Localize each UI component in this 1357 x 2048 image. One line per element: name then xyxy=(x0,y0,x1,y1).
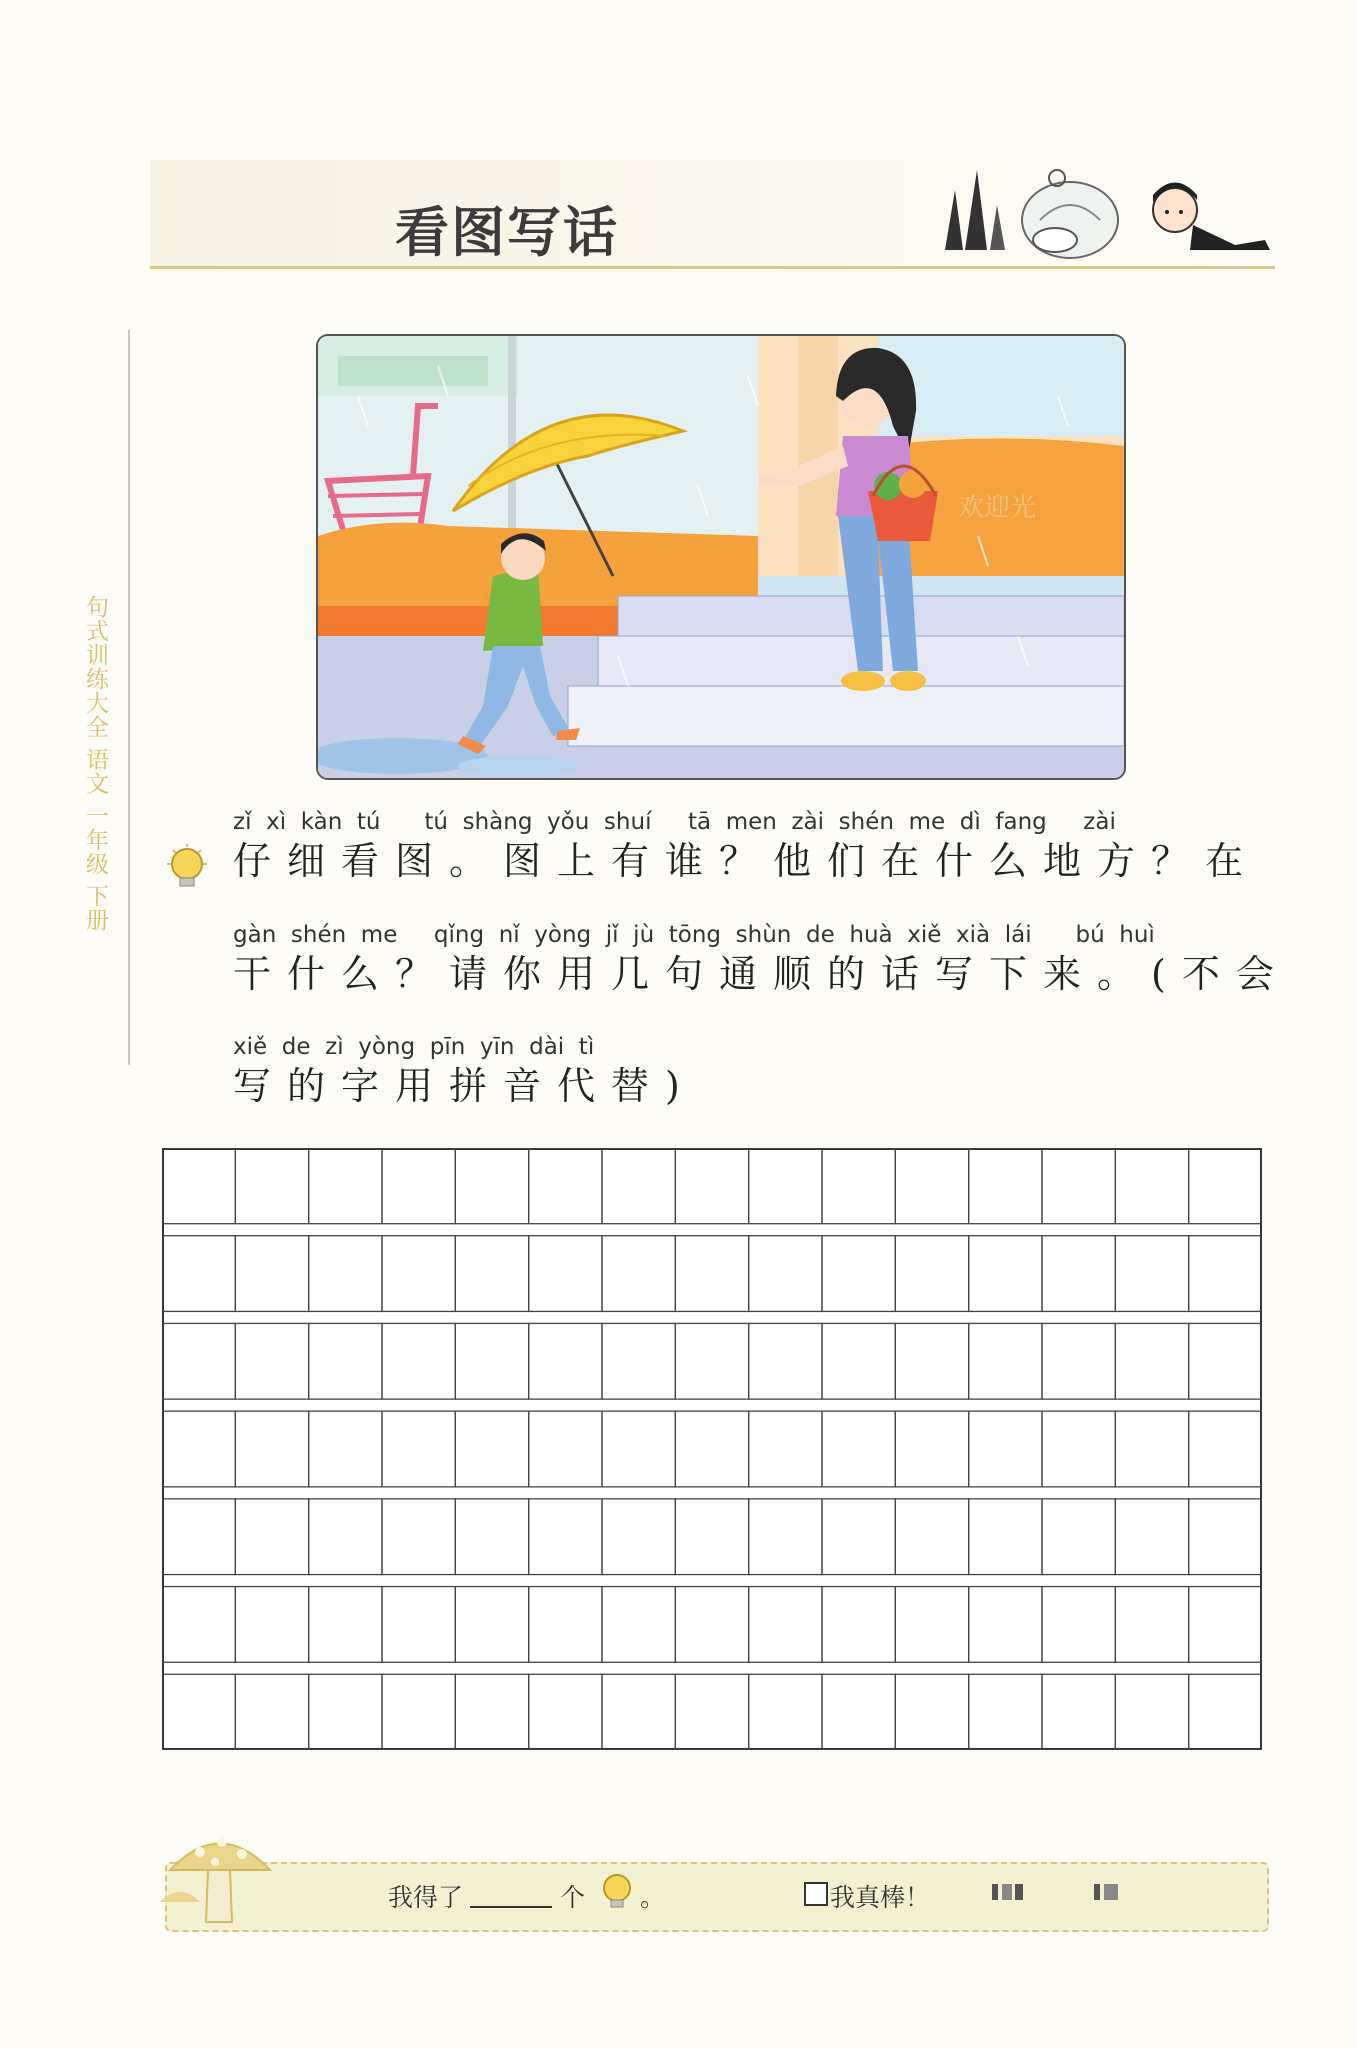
pinyin-line: xiě de zì yòng pīn yīn dài tì xyxy=(233,1034,595,1060)
shop-sign-text: 欢迎光 xyxy=(958,493,1037,523)
lightbulb-icon xyxy=(597,1870,637,1914)
header-decoration-illustration xyxy=(935,150,1275,270)
hanzi-line: 仔细看图。图上有谁？他们在什么地方？在 xyxy=(233,839,1260,883)
footer-period: 。 xyxy=(640,1883,666,1912)
question-line-1 xyxy=(233,808,1263,886)
book-series-label: 句式训练大全 语文 一年级 下册 xyxy=(82,595,108,932)
sticker-icon xyxy=(990,1880,1026,1904)
side-divider xyxy=(128,330,130,1065)
count-blank[interactable] xyxy=(470,1906,552,1908)
question-line-2 xyxy=(233,921,1290,999)
praise-checkbox[interactable] xyxy=(804,1882,828,1906)
illustration-scene xyxy=(318,336,1124,778)
question-line-3 xyxy=(233,1033,1263,1111)
unit-label: 个 xyxy=(560,1883,586,1912)
praise-label: 我真棒！ xyxy=(830,1883,931,1912)
sticker-icon xyxy=(1092,1880,1128,1904)
page-title: 看图写话 xyxy=(395,201,619,264)
grid-border xyxy=(163,1149,1261,1749)
lightbulb-icon xyxy=(165,844,209,892)
pinyin-line: zǐ xì kàn tú tú shàng yǒu shuí tā men zài shén me dì fang zài xyxy=(233,809,1116,835)
pinyin-line: gàn shén me qǐng nǐ yòng jǐ jù tōng shùn de huà xiě xià lái bú huì xyxy=(233,922,1155,948)
got-label: 我得了 xyxy=(388,1883,464,1912)
rainy-day-illustration xyxy=(316,334,1126,780)
mushroom-icon xyxy=(160,1822,280,1930)
writing-grid[interactable] xyxy=(162,1148,1262,1750)
hanzi-line: 写的字用拼音代替) xyxy=(233,1064,696,1108)
hanzi-line: 干什么？请你用几句通顺的话写下来。(不会 xyxy=(233,952,1290,996)
